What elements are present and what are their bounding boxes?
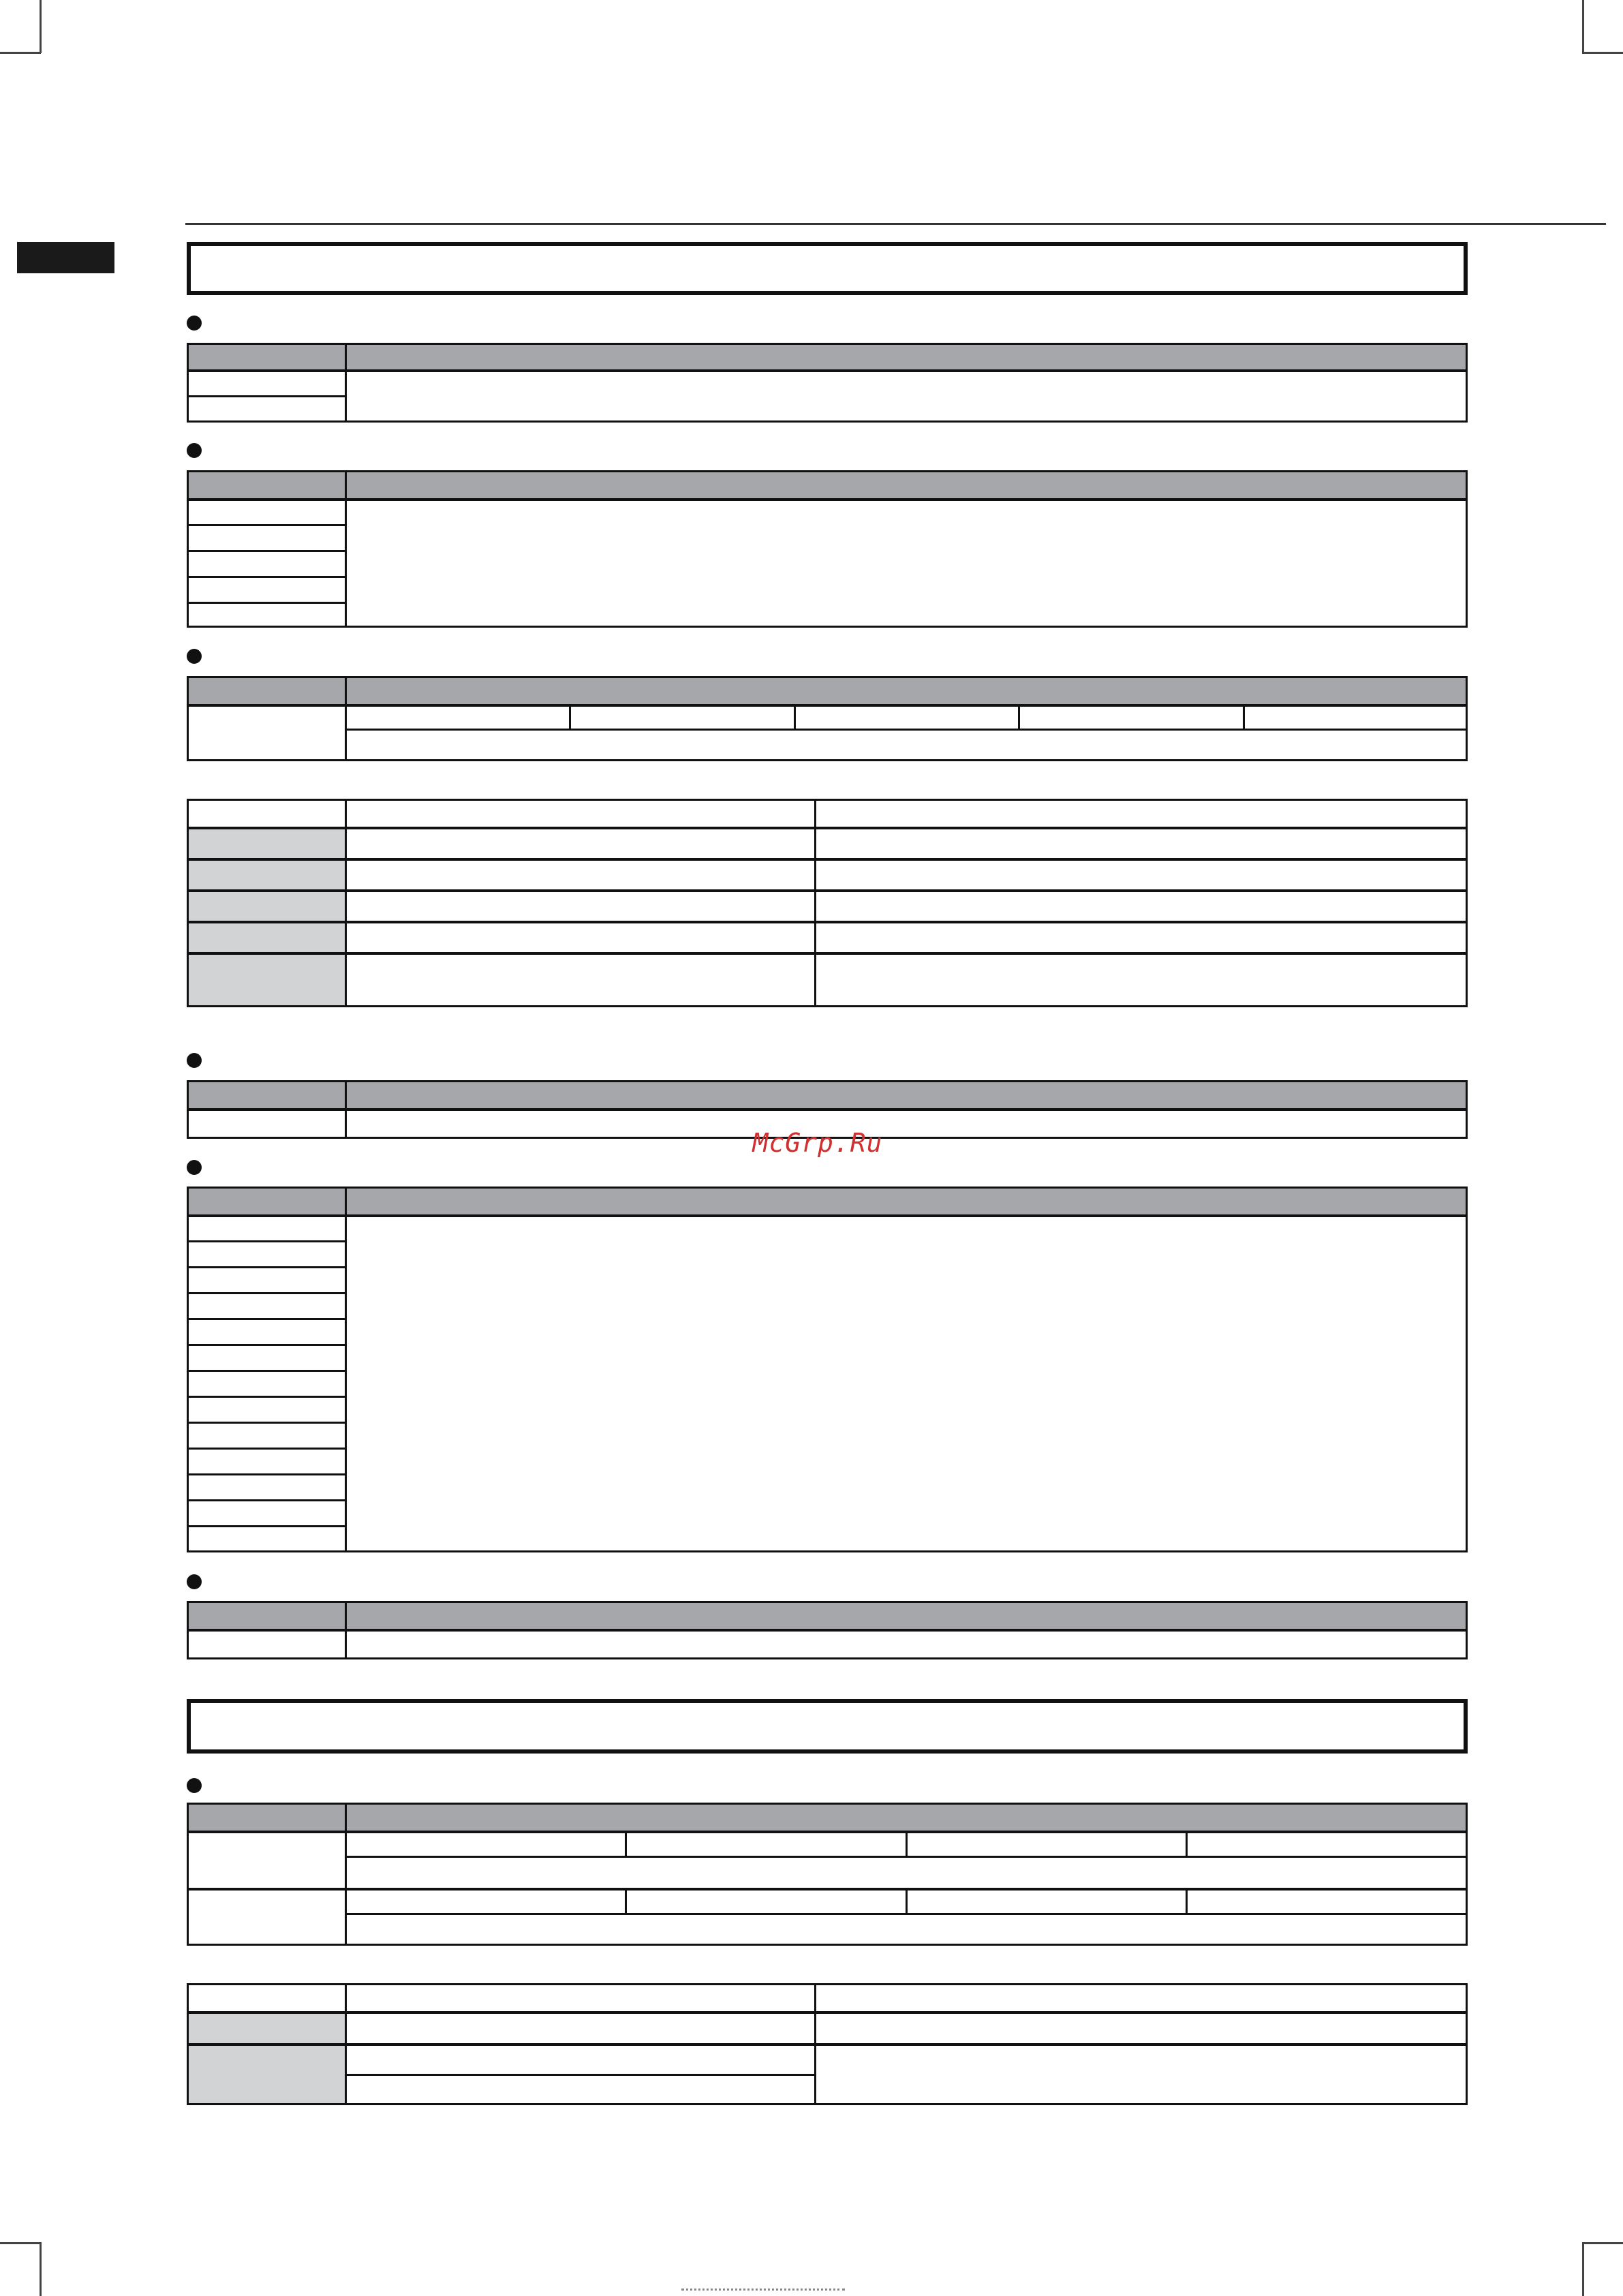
table-h-row-2-sub-2 <box>625 1888 906 1913</box>
bullet-table-a <box>187 316 202 331</box>
header-rule <box>185 223 1606 225</box>
table-f-row-8 <box>189 1396 345 1422</box>
table-c-subcell-1 <box>345 704 569 729</box>
table-d-row-1-col2 <box>345 827 814 858</box>
table-f-row-12 <box>189 1499 345 1525</box>
table-i-header-col2 <box>345 1985 814 2011</box>
watermark-text: McGrp.Ru <box>752 1128 883 1158</box>
table-e-header-col1 <box>189 1082 345 1108</box>
table-i-row-2-col3 <box>814 2043 1466 2103</box>
table-f-merged-cell <box>345 1214 1466 1550</box>
table-i-row-2-label <box>189 2043 345 2103</box>
bullet-table-e <box>187 1053 202 1068</box>
table-h-row-2-sub-4 <box>1186 1888 1466 1913</box>
table-g-header-col1 <box>189 1603 345 1629</box>
table-i-header-col3 <box>814 1985 1466 2011</box>
table-b-row-3 <box>189 550 345 576</box>
crop-mark-bottom-left-h <box>0 2242 41 2244</box>
table-h-row-2-label <box>189 1888 345 1944</box>
table-h-row-1-wide <box>345 1856 1466 1888</box>
table-d-row-4-col3 <box>814 921 1466 952</box>
table-b-row-5 <box>189 602 345 626</box>
table-c-header-col2 <box>345 678 1466 704</box>
table-d-row-5-label <box>189 952 345 1005</box>
table-i-row-1-col2 <box>345 2011 814 2043</box>
table-g-row-1-label <box>189 1629 345 1657</box>
table-d-row-5-col3 <box>814 952 1466 1005</box>
table-f-row-6 <box>189 1344 345 1370</box>
bullet-table-b <box>187 443 202 458</box>
table-a <box>187 343 1468 423</box>
table-h-header-col2 <box>345 1805 1466 1831</box>
table-b-row-1 <box>189 498 345 524</box>
table-d-header-col1 <box>189 801 345 827</box>
table-f-row-13 <box>189 1525 345 1550</box>
table-c-header-col1 <box>189 678 345 704</box>
crop-mark-top-left-h <box>0 52 41 54</box>
table-d-header-col3 <box>814 801 1466 827</box>
table-h-row-1-sub-4 <box>1186 1831 1466 1856</box>
table-f-header-col1 <box>189 1189 345 1214</box>
table-d <box>187 799 1468 1007</box>
table-g-header-col2 <box>345 1603 1466 1629</box>
table-f-row-11 <box>189 1473 345 1499</box>
table-d-row-5-col2 <box>345 952 814 1005</box>
table-i-row-2-col2-b <box>345 2074 814 2103</box>
table-d-row-3-col2 <box>345 889 814 921</box>
table-e-header-col2 <box>345 1082 1466 1108</box>
table-d-row-1-col3 <box>814 827 1466 858</box>
table-e-row-1-value <box>345 1108 1466 1137</box>
table-f-row-2 <box>189 1240 345 1266</box>
table-a-row-1 <box>189 369 345 395</box>
table-a-header-col2 <box>345 345 1466 369</box>
table-a-header-col1 <box>189 345 345 369</box>
table-f-row-7 <box>189 1370 345 1396</box>
table-a-merged-cell <box>345 369 1466 420</box>
table-e-row-1-label <box>189 1108 345 1137</box>
table-h-header-col1 <box>189 1805 345 1831</box>
crop-mark-top-right-v <box>1582 0 1584 53</box>
table-f-row-9 <box>189 1422 345 1448</box>
table-f-row-1 <box>189 1214 345 1240</box>
bullet-table-g <box>187 1574 202 1589</box>
table-b-merged-cell <box>345 498 1466 626</box>
table-i-row-1-col3 <box>814 2011 1466 2043</box>
table-c-subcell-5 <box>1243 704 1466 729</box>
table-h-row-1-sub-3 <box>906 1831 1186 1856</box>
table-d-row-2-col2 <box>345 858 814 889</box>
table-d-row-2-col3 <box>814 858 1466 889</box>
chapter-tab-marker <box>17 242 114 273</box>
table-d-header-col2 <box>345 801 814 827</box>
table-d-row-1-label <box>189 827 345 858</box>
table-i <box>187 1983 1468 2105</box>
crop-mark-bottom-left-v <box>40 2242 42 2296</box>
table-c-subcell-2 <box>569 704 794 729</box>
table-h-row-2-sub-1 <box>345 1888 625 1913</box>
table-i-row-1-label <box>189 2011 345 2043</box>
table-h-row-1-sub-2 <box>625 1831 906 1856</box>
table-d-row-4-col2 <box>345 921 814 952</box>
table-f <box>187 1187 1468 1552</box>
table-b <box>187 470 1468 628</box>
table-h-row-1-label <box>189 1831 345 1888</box>
crop-mark-top-right-h <box>1582 52 1623 54</box>
table-d-row-3-label <box>189 889 345 921</box>
table-g-row-1-value <box>345 1629 1466 1657</box>
table-i-header-col1 <box>189 1985 345 2011</box>
table-a-row-2 <box>189 395 345 420</box>
crop-mark-bottom-right-v <box>1582 2242 1584 2296</box>
table-h-row-2-sub-3 <box>906 1888 1186 1913</box>
table-h <box>187 1803 1468 1946</box>
table-b-row-4 <box>189 576 345 602</box>
table-f-row-4 <box>189 1292 345 1318</box>
section-title-box-1 <box>187 242 1468 295</box>
footer-print-marks <box>681 2289 845 2296</box>
section-title-box-2 <box>187 1699 1468 1754</box>
table-i-row-2-col2-a <box>345 2043 814 2074</box>
table-b-header-col1 <box>189 472 345 498</box>
table-f-row-10 <box>189 1448 345 1473</box>
table-c-subcell-4 <box>1018 704 1243 729</box>
bullet-table-h <box>187 1778 202 1793</box>
table-f-row-3 <box>189 1266 345 1292</box>
table-c-wide-cell <box>345 729 1466 759</box>
crop-mark-top-left-v <box>40 0 42 53</box>
bullet-table-f <box>187 1160 202 1175</box>
table-h-row-1-sub-1 <box>345 1831 625 1856</box>
table-c <box>187 676 1468 761</box>
crop-mark-bottom-right-h <box>1582 2242 1623 2244</box>
table-g <box>187 1601 1468 1659</box>
table-d-row-2-label <box>189 858 345 889</box>
table-d-row-3-col3 <box>814 889 1466 921</box>
table-h-row-2-wide <box>345 1913 1466 1944</box>
table-b-header-col2 <box>345 472 1466 498</box>
bullet-table-c <box>187 649 202 664</box>
table-b-row-2 <box>189 524 345 550</box>
table-c-row-label <box>189 704 345 759</box>
table-f-header-col2 <box>345 1189 1466 1214</box>
table-d-row-4-label <box>189 921 345 952</box>
table-c-subcell-3 <box>794 704 1018 729</box>
table-f-row-5 <box>189 1318 345 1344</box>
